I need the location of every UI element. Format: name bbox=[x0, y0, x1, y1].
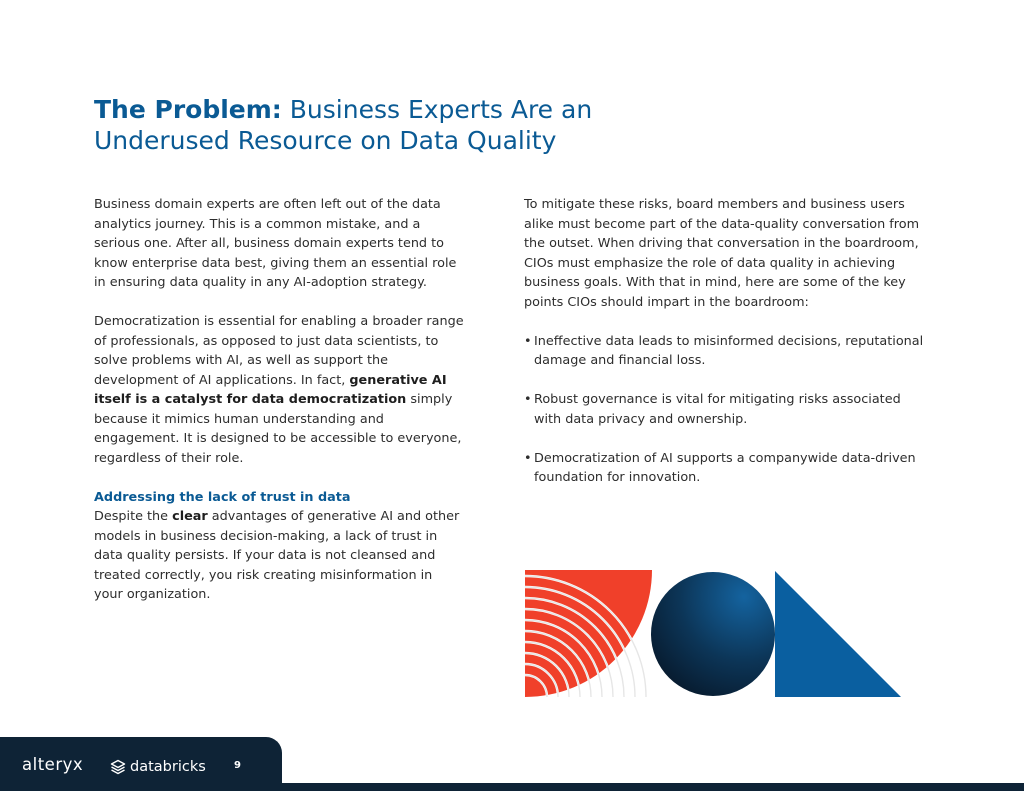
bullet-marker: • bbox=[524, 450, 532, 466]
bullet-text: Robust governance is vital for mitigating risks associated with data privacy and ownership. bbox=[534, 392, 901, 427]
title-rest: Business Experts Are an bbox=[281, 95, 593, 124]
emphasis-clear: clear bbox=[172, 509, 208, 524]
bullet-item bbox=[524, 449, 929, 488]
paragraph-trust bbox=[94, 507, 464, 605]
gradient-circle-shape bbox=[651, 572, 775, 696]
paragraph-democratization bbox=[94, 312, 464, 468]
bullet-text: Ineffective data leads to misinformed decisions, reputational damage and financial loss. bbox=[534, 333, 924, 368]
arc-quarter-shape bbox=[525, 570, 652, 700]
paragraph-trust-start: Despite the bbox=[94, 509, 173, 524]
bullet-item bbox=[524, 390, 929, 429]
blue-triangle-shape bbox=[775, 571, 901, 697]
bullet-marker: • bbox=[524, 333, 532, 349]
page-title bbox=[94, 94, 654, 156]
bullet-text: Democratization of AI supports a companywide data-driven foundation for innovation. bbox=[534, 450, 916, 485]
paragraph-democratization-end: simply because it mimics human understanding and engagement. It is designed to be accessible to everyone, regardless of their role. bbox=[94, 392, 462, 466]
databricks-logo bbox=[110, 759, 206, 775]
stacked-layers-icon bbox=[110, 759, 126, 775]
databricks-wordmark: databricks bbox=[130, 759, 206, 775]
page-number: 9 bbox=[234, 760, 241, 771]
decorative-shapes-graphic bbox=[525, 570, 905, 700]
footer-tab bbox=[0, 737, 282, 791]
title-bold: The Problem: bbox=[94, 95, 282, 124]
paragraph-trust-end: advantages of generative AI and other models in business decision-making, a lack of trust in data quality persists. If your data is not cleansed and treated correctly, you risk creating misinformation in your organization. bbox=[94, 509, 460, 602]
paragraph-mitigate: To mitigate these risks, board members and business users alike must become part of the data-quality conversation from the outset. When driving that conversation in the boardroom, CIOs must emphasize the role of data quality in achieving business goals. With that in mind, here are some of the key points CIOs should impart in the boardroom: bbox=[524, 197, 920, 310]
alteryx-logo: alteryx bbox=[22, 755, 84, 774]
bullet-item bbox=[524, 332, 929, 371]
title-line2: Underused Resource on Data Quality bbox=[94, 126, 557, 155]
paragraph-intro: Business domain experts are often left out of the data analytics journey. This is a common mistake, and a serious one. After all, business domain experts tend to know enterprise data best, giving them an essential role in ensuring data quality in any AI-adoption strategy. bbox=[94, 197, 457, 290]
left-column bbox=[94, 195, 464, 605]
emphasis-generative-ai: generative AI itself is a catalyst for data democratization bbox=[94, 372, 447, 407]
right-column bbox=[524, 195, 929, 488]
paragraph-democratization-start: Democratization is essential for enabling a broader range of professionals, as opposed to just data scientists, to solve problems with AI, as well as support the development of AI applications. In fact, bbox=[94, 314, 464, 388]
subheading-trust: Addressing the lack of trust in data bbox=[94, 489, 351, 505]
bullet-marker: • bbox=[524, 392, 532, 407]
